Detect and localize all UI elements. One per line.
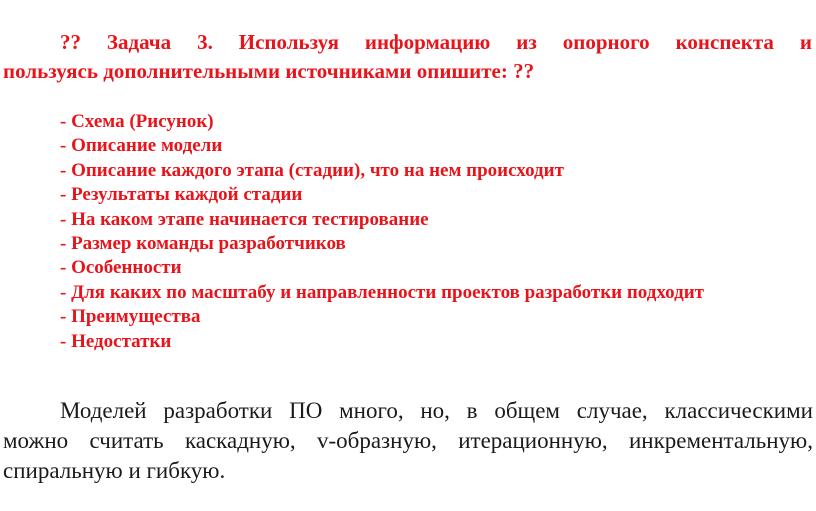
task-word: информацию <box>364 30 491 54</box>
list-item: - Размер команды разработчиков <box>60 233 346 255</box>
requirements-list <box>60 110 704 354</box>
task-heading <box>3 28 812 86</box>
task-word: Используя <box>238 30 339 54</box>
paragraph-word: общем <box>494 398 560 423</box>
paragraph-word: считать <box>89 428 164 453</box>
paragraph-word: v-образную, <box>316 428 437 453</box>
paragraph-word: ПО <box>289 398 323 423</box>
task-word: 3. <box>197 30 213 54</box>
task-word: Задача <box>106 30 172 54</box>
list-item: - Особенности <box>60 257 182 279</box>
list-item: - Преимущества <box>60 306 201 328</box>
paragraph-word: можно <box>3 428 69 453</box>
body-paragraph <box>3 396 813 486</box>
list-item: - Для каких по масштабу и направленности проектов разработки подходит <box>60 281 704 303</box>
paragraph-line-3: спиральную и гибкую. <box>3 458 226 483</box>
paragraph-line-2 <box>3 426 813 456</box>
paragraph-word: каскадную, <box>184 428 296 453</box>
paragraph-word: инкрементальную, <box>628 428 813 453</box>
list-item: - На каком этапе начинается тестирование <box>60 208 429 230</box>
list-item: - Схема (Рисунок) <box>60 111 214 132</box>
paragraph-word: классическими <box>664 398 813 423</box>
paragraph-word: много, <box>339 398 404 423</box>
task-heading-line-2: пользуясь дополнительными источниками опишите: ?? <box>3 59 535 83</box>
task-word: конспекта <box>675 30 774 54</box>
paragraph-word: но, <box>420 398 450 423</box>
paragraph-word: Моделей <box>60 398 147 423</box>
paragraph-line-1 <box>3 396 813 426</box>
paragraph-word: случае, <box>576 398 648 423</box>
list-item: - Результаты каждой стадии <box>60 184 303 206</box>
task-word: и <box>799 30 812 54</box>
task-word: ?? <box>60 30 81 54</box>
task-word: из <box>516 30 537 54</box>
paragraph-word: разработки <box>163 398 273 423</box>
paragraph-word: в <box>466 398 478 423</box>
list-item: - Описание каждого этапа (стадии), что на нем происходит <box>60 159 564 181</box>
list-item: - Недостатки <box>60 330 172 352</box>
task-word: опорного <box>562 30 650 54</box>
task-heading-line-1 <box>3 28 812 57</box>
list-item: - Описание модели <box>60 135 223 157</box>
paragraph-word: итерационную, <box>458 428 608 453</box>
